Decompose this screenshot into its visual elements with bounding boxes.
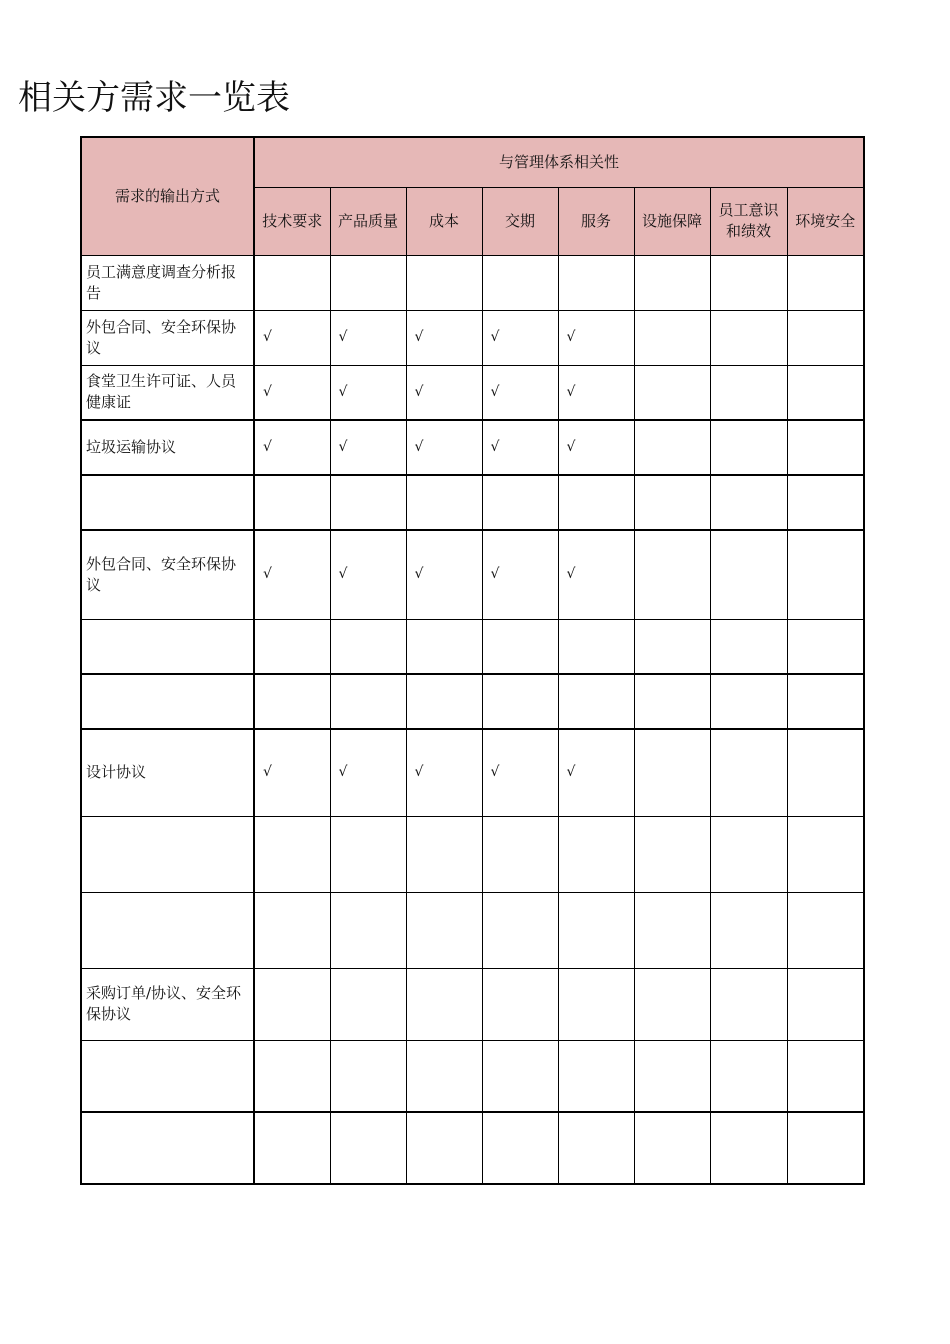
check-cell <box>634 420 710 475</box>
check-cell <box>330 530 406 619</box>
check-cell <box>558 1040 634 1112</box>
check-cell <box>558 968 634 1040</box>
row-header-output-method: 需求的输出方式 <box>81 137 254 255</box>
check-cell <box>787 475 864 530</box>
check-cell <box>482 674 558 729</box>
check-cell <box>330 310 406 365</box>
check-cell <box>330 968 406 1040</box>
column-header: 服务 <box>558 187 634 255</box>
check-cell <box>710 968 787 1040</box>
table-row <box>81 968 864 1040</box>
check-cell <box>558 420 634 475</box>
row-label <box>81 674 254 729</box>
check-cell <box>330 1112 406 1184</box>
row-label: 员工满意度调查分析报告 <box>81 255 254 310</box>
table-row <box>81 310 864 365</box>
check-cell <box>634 310 710 365</box>
table-body <box>81 255 864 1184</box>
check-cell <box>330 892 406 968</box>
check-cell <box>558 475 634 530</box>
column-header: 交期 <box>482 187 558 255</box>
check-cell <box>330 729 406 816</box>
check-cell <box>634 619 710 674</box>
row-label <box>81 1112 254 1184</box>
check-cell <box>254 619 330 674</box>
table-row <box>81 365 864 420</box>
check-cell <box>634 255 710 310</box>
row-label <box>81 816 254 892</box>
check-mark: √ <box>263 439 272 455</box>
check-cell <box>558 729 634 816</box>
check-cell <box>406 1040 482 1112</box>
row-label: 外包合同、安全环保协议 <box>81 530 254 619</box>
column-header: 成本 <box>406 187 482 255</box>
row-label <box>81 619 254 674</box>
check-mark: √ <box>338 566 348 583</box>
check-cell <box>406 816 482 892</box>
check-cell <box>406 420 482 475</box>
check-cell <box>254 892 330 968</box>
check-mark: √ <box>566 566 576 583</box>
check-cell <box>406 968 482 1040</box>
check-mark: √ <box>338 383 348 400</box>
check-cell <box>482 968 558 1040</box>
check-cell <box>482 475 558 530</box>
check-cell <box>634 968 710 1040</box>
check-cell <box>482 729 558 816</box>
check-cell <box>710 530 787 619</box>
check-mark: √ <box>490 439 500 455</box>
check-cell <box>482 365 558 420</box>
table-row <box>81 1112 864 1184</box>
check-cell <box>710 1040 787 1112</box>
check-cell <box>482 619 558 674</box>
check-cell <box>787 1112 864 1184</box>
check-mark: √ <box>566 383 576 400</box>
check-cell <box>710 475 787 530</box>
column-header: 环境安全 <box>787 187 864 255</box>
check-cell <box>710 816 787 892</box>
check-mark: √ <box>338 329 348 345</box>
check-mark: √ <box>263 383 272 400</box>
check-cell <box>482 1040 558 1112</box>
check-cell <box>710 1112 787 1184</box>
row-label: 食堂卫生许可证、人员健康证 <box>81 365 254 420</box>
check-mark: √ <box>490 566 500 583</box>
table-row <box>81 816 864 892</box>
check-cell <box>482 255 558 310</box>
check-cell <box>254 475 330 530</box>
check-cell <box>558 255 634 310</box>
check-cell <box>634 1040 710 1112</box>
row-label: 外包合同、安全环保协议 <box>81 310 254 365</box>
check-cell <box>634 475 710 530</box>
check-cell <box>558 619 634 674</box>
group-header-relevance: 与管理体系相关性 <box>254 137 864 187</box>
check-cell <box>634 729 710 816</box>
check-cell <box>710 420 787 475</box>
check-cell <box>787 365 864 420</box>
check-cell <box>482 530 558 619</box>
check-cell <box>634 1112 710 1184</box>
table-row <box>81 255 864 310</box>
check-cell <box>406 530 482 619</box>
check-cell <box>634 674 710 729</box>
column-header: 技术要求 <box>254 187 330 255</box>
check-cell <box>787 729 864 816</box>
check-cell <box>254 729 330 816</box>
check-cell <box>254 365 330 420</box>
check-cell <box>634 530 710 619</box>
check-mark: √ <box>414 439 424 455</box>
check-cell <box>710 365 787 420</box>
check-cell <box>254 530 330 619</box>
check-cell <box>254 674 330 729</box>
check-cell <box>406 475 482 530</box>
check-mark: √ <box>414 329 424 345</box>
column-header: 员工意识和绩效 <box>710 187 787 255</box>
check-mark: √ <box>338 764 348 781</box>
check-cell <box>482 310 558 365</box>
check-cell <box>330 365 406 420</box>
check-cell <box>330 475 406 530</box>
check-cell <box>634 365 710 420</box>
table-row <box>81 729 864 816</box>
row-label: 采购订单/协议、安全环保协议 <box>81 968 254 1040</box>
check-cell <box>710 729 787 816</box>
check-cell <box>710 310 787 365</box>
check-cell <box>406 255 482 310</box>
check-cell <box>787 619 864 674</box>
check-mark: √ <box>490 764 500 781</box>
check-mark: √ <box>490 329 500 345</box>
check-cell <box>406 310 482 365</box>
check-cell <box>787 1040 864 1112</box>
check-cell <box>406 365 482 420</box>
check-cell <box>787 968 864 1040</box>
check-cell <box>710 619 787 674</box>
page-title: 相关方需求一览表 <box>18 78 290 118</box>
table-row <box>81 674 864 729</box>
row-label: 设计协议 <box>81 729 254 816</box>
table-row <box>81 619 864 674</box>
check-mark: √ <box>490 383 500 400</box>
row-label <box>81 1040 254 1112</box>
check-cell <box>330 420 406 475</box>
column-header: 设施保障 <box>634 187 710 255</box>
row-label: 垃圾运输协议 <box>81 420 254 475</box>
check-cell <box>254 255 330 310</box>
check-cell <box>482 420 558 475</box>
check-cell <box>482 892 558 968</box>
check-cell <box>406 619 482 674</box>
check-cell <box>558 365 634 420</box>
check-mark: √ <box>414 764 424 781</box>
check-cell <box>558 816 634 892</box>
check-cell <box>482 816 558 892</box>
table-row <box>81 530 864 619</box>
check-cell <box>254 310 330 365</box>
table-header <box>81 137 864 255</box>
check-cell <box>330 674 406 729</box>
check-cell <box>787 420 864 475</box>
check-cell <box>787 530 864 619</box>
check-cell <box>634 816 710 892</box>
check-cell <box>254 420 330 475</box>
check-cell <box>558 310 634 365</box>
check-mark: √ <box>263 329 272 345</box>
check-cell <box>482 1112 558 1184</box>
check-mark: √ <box>263 566 272 583</box>
check-cell <box>406 674 482 729</box>
check-cell <box>254 1040 330 1112</box>
check-cell <box>330 816 406 892</box>
check-cell <box>710 255 787 310</box>
check-cell <box>787 892 864 968</box>
check-mark: √ <box>566 764 576 781</box>
column-header: 产品质量 <box>330 187 406 255</box>
row-label <box>81 892 254 968</box>
stakeholder-requirements-table <box>80 136 865 1185</box>
check-mark: √ <box>414 566 424 583</box>
check-mark: √ <box>414 383 424 400</box>
check-cell <box>406 892 482 968</box>
table-row <box>81 475 864 530</box>
check-cell <box>330 255 406 310</box>
check-cell <box>558 530 634 619</box>
check-mark: √ <box>566 329 576 345</box>
table-row <box>81 892 864 968</box>
row-label <box>81 475 254 530</box>
check-cell <box>710 892 787 968</box>
check-mark: √ <box>263 764 272 781</box>
check-cell <box>710 674 787 729</box>
check-cell <box>787 674 864 729</box>
check-cell <box>254 816 330 892</box>
check-mark: √ <box>338 439 348 455</box>
check-cell <box>254 968 330 1040</box>
check-cell <box>330 1040 406 1112</box>
table-row <box>81 420 864 475</box>
check-cell <box>406 1112 482 1184</box>
check-cell <box>787 255 864 310</box>
check-cell <box>634 892 710 968</box>
check-cell <box>330 619 406 674</box>
check-cell <box>558 674 634 729</box>
check-cell <box>787 310 864 365</box>
check-cell <box>787 816 864 892</box>
check-cell <box>406 729 482 816</box>
check-cell <box>558 892 634 968</box>
check-cell <box>558 1112 634 1184</box>
check-mark: √ <box>566 439 576 455</box>
check-cell <box>254 1112 330 1184</box>
table-row <box>81 1040 864 1112</box>
